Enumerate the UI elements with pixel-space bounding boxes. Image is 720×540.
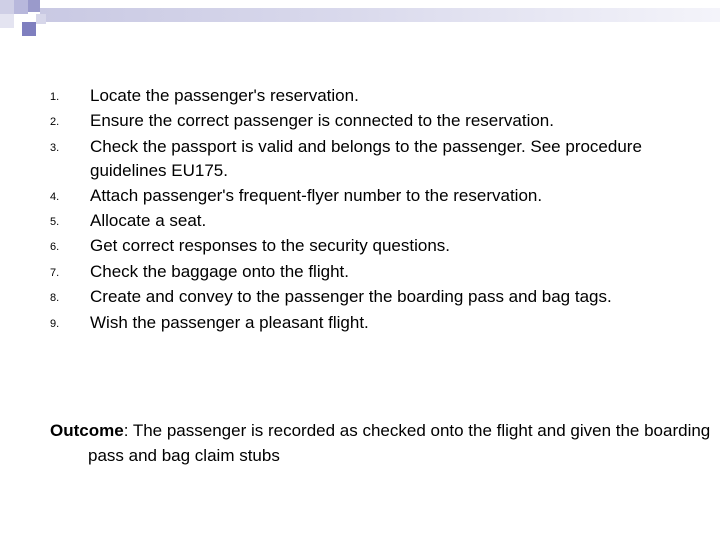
- step-text: Allocate a seat.: [90, 211, 207, 231]
- step-text: Ensure the correct passenger is connected to the reservation.: [90, 111, 554, 131]
- corner-square-decoration: [0, 14, 14, 28]
- step-item: [50, 234, 690, 259]
- step-item: [50, 109, 690, 134]
- step-number: 7.: [50, 266, 60, 279]
- corner-square-decoration: [0, 0, 14, 14]
- step-text: Get correct responses to the security questions.: [90, 236, 451, 256]
- procedure-steps-list: [50, 84, 690, 336]
- step-item: [50, 260, 690, 285]
- step-item: [50, 135, 690, 184]
- step-number: 4.: [50, 190, 60, 203]
- step-item: [50, 209, 690, 234]
- step-number: 2.: [50, 116, 60, 129]
- outcome-statement: [50, 419, 718, 468]
- step-item: [50, 184, 690, 209]
- step-number: 8.: [50, 292, 60, 305]
- step-number: 3.: [50, 141, 60, 154]
- step-text: Check the baggage onto the flight.: [90, 261, 349, 281]
- corner-square-decoration: [36, 14, 46, 24]
- step-text: Wish the passenger a pleasant flight.: [90, 312, 369, 332]
- step-text: Attach passenger's frequent-flyer number to the reservation.: [90, 185, 543, 205]
- corner-square-decoration: [28, 0, 40, 12]
- outcome-text: The passenger is recorded as checked onto the flight and given the boarding pass and bag claim stubs: [88, 421, 711, 465]
- step-item: [50, 285, 690, 310]
- step-text: Check the passport is valid and belongs to the passenger. See procedure guidelines EU175.: [90, 136, 642, 181]
- header-decoration-band: [40, 8, 720, 22]
- step-item: [50, 311, 690, 336]
- outcome-label: Outcome: [50, 421, 124, 440]
- step-number: 6.: [50, 241, 60, 254]
- corner-square-decoration: [22, 22, 36, 36]
- step-item: [50, 84, 690, 109]
- outcome-separator: :: [123, 421, 133, 440]
- step-text: Locate the passenger's reservation.: [90, 86, 359, 105]
- step-number: 1.: [50, 91, 60, 103]
- step-text: Create and convey to the passenger the boarding pass and bag tags.: [90, 287, 612, 307]
- step-number: 5.: [50, 216, 60, 229]
- step-number: 9.: [50, 317, 60, 330]
- corner-square-decoration: [14, 0, 28, 14]
